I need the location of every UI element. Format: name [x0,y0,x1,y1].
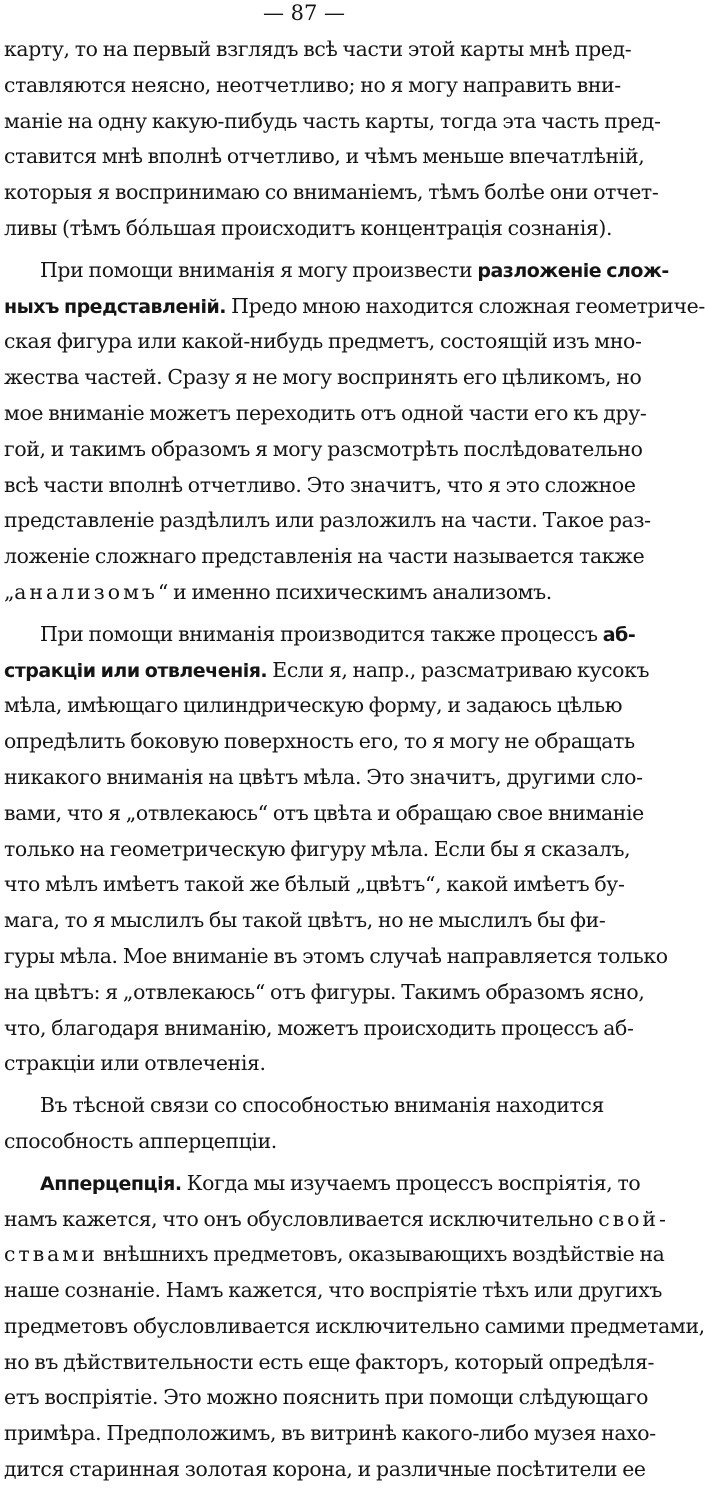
paragraph [4,1088,604,1160]
text-run: мое вниманiе можетъ переходить отъ одной части его къ дру- [4,400,647,425]
paragraph [4,1166,705,1488]
text-line [4,211,613,247]
text-run: „ [4,579,15,604]
text-line [4,1124,604,1160]
text-line [4,139,645,175]
text-line [4,975,645,1011]
text-line [4,539,645,575]
text-line [4,1011,634,1047]
text-line [4,175,659,211]
text-run: манiе на одну какую-пибудь часть карты, тогда эта часть пред- [4,108,661,133]
text-run: которыя я воспринимаю со вниманiемъ, тѣмъ болѣе они отчет- [4,180,659,205]
text-line [4,1273,663,1309]
text-run: При помощи вниманiя производится также процессъ [40,621,603,646]
text-line [4,1452,646,1488]
text-line [4,1166,641,1202]
text-run: Въ тѣсной связи со способностью вниманiя находится [40,1093,604,1118]
text-line [4,1309,705,1345]
text-run: вами, что я „отвлекаюсь“ отъ цвѣта и обращаю свое вниманiе [4,800,644,825]
text-line [4,1345,655,1381]
spaced-emphasis: анализомъ [14,579,158,604]
text-run: способность апперцепцiи. [4,1128,277,1153]
text-line [4,1088,604,1124]
text-run: карту, то на первый взглядъ всѣ части этой карты мнѣ пред- [4,37,632,61]
text-line [4,396,647,432]
paragraph [4,32,661,247]
text-line [4,1046,604,1082]
text-line [4,653,650,689]
bold-term: стракцiи или отвлеченiя. [4,659,268,682]
text-line [4,760,643,796]
text-line [4,796,644,832]
spaced-emphasis: свой- [598,1206,669,1231]
text-run: ливы (тѣмъ бóльшая происходитъ концентрацiя сознанiя). [4,215,613,240]
text-run: ложенiе сложнаго представленiя на части называется также [4,544,645,569]
text-run: только на геометрическую фигуру мѣла. Если бы я сказалъ, [4,836,631,861]
text-run: наше сознанiе. Намъ кажется, что воспрiятiе тѣхъ или другихъ [4,1278,663,1303]
bold-term: ныхъ представленiй. [4,295,227,318]
text-line [4,104,661,140]
text-run: Предо мною находится сложная геометриче- [226,293,705,318]
text-line [4,688,623,724]
paragraph [4,617,668,1082]
page-text [4,32,705,1488]
text-line [4,1237,665,1273]
text-run: Если я, напр., разсматриваю кусокъ [267,657,650,682]
text-run: примѣра. Предположимъ, въ витринѣ какого-либо музея нахо- [4,1421,656,1446]
text-line [4,324,642,360]
text-line [4,1202,669,1238]
text-line [4,1416,656,1452]
text-line [4,617,636,653]
page-number: — 87 — [262,1,346,25]
text-line [4,832,631,868]
text-run: ставится мнѣ вполнѣ отчетливо, и чѣмъ меньше впечатлѣнiй, [4,144,645,169]
text-run: При помощи вниманiя я могу произвести [40,257,478,282]
bold-term: аб- [602,623,636,646]
text-line [4,360,642,396]
text-line [4,432,643,468]
bold-term: разложенiе слож- [477,259,669,282]
text-run: стракцiи или отвлеченiя. [4,1051,266,1076]
text-run: предметовъ обусловливается исключительно самими предметами, [4,1313,705,1338]
text-run: дится старинная золотая корона, и различные посѣтители ее [4,1457,646,1482]
text-line [4,903,604,939]
text-run: ская фигура или какой-нибудь предметъ, состоящiй изъ мно- [4,329,642,354]
text-line [4,253,669,289]
text-run: что мѣлъ имѣетъ такой же бѣлый „цвѣтъ“, какой имѣетъ бу- [4,872,625,897]
text-run: гуры мѣла. Мое вниманiе въ этомъ случаѣ направляется только [4,943,668,968]
text-run: жества частей. Сразу я не могу воспринять его цѣликомъ, но [4,365,642,390]
text-run: никакого вниманiя на цвѣтъ мѣла. Это значитъ, другими сло- [4,764,643,789]
text-line [4,68,621,104]
text-run: опредѣлить боковую поверхность его, то я могу не обращать [4,729,635,754]
text-line [4,503,651,539]
text-run: Когда мы изучаемъ процессъ воспрiятiя, то [181,1170,641,1195]
text-run: внѣшнихъ предметовъ, оказывающихъ воздѣйствiе на [97,1242,665,1267]
text-run: представленiе раздѣлилъ или разложилъ на части. Такое раз- [4,508,651,533]
text-line [4,939,668,975]
bold-term: Апперцепцiя. [40,1172,182,1195]
text-line [4,575,604,611]
text-line [4,867,625,903]
text-line [4,724,635,760]
text-run: что, благодаря вниманiю, можетъ происходить процессъ аб- [4,1015,634,1040]
text-run: намъ кажется, что онъ обусловливается исключительно [4,1206,599,1231]
text-line [4,468,636,504]
text-run: етъ воспрiятiе. Это можно пояснить при помощи слѣдующаго [4,1385,649,1410]
text-run: гой, и такимъ образомъ я могу разсмотрѣть послѣдовательно [4,436,643,461]
text-run: мѣла, имѣющаго цилиндрическую форму, и задаюсь цѣлью [4,693,623,718]
text-run: “ и именно психическимъ анализомъ. [157,579,552,604]
text-run: ставляются неясно, неотчетливо; но я могу направить вни- [4,72,621,97]
spaced-emphasis: ствами [4,1242,98,1267]
text-run: мага, то я мыслилъ бы такой цвѣтъ, но не мыслилъ бы фи- [4,908,606,933]
text-run: на цвѣтъ: я „отвлекаюсь“ отъ фигуры. Такимъ образомъ ясно, [4,979,645,1004]
text-line [4,1380,649,1416]
text-run: всѣ части вполнѣ отчетливо. Это значитъ, что я это сложное [4,472,636,497]
text-line [4,32,632,68]
text-line [4,289,705,325]
text-run: но въ дѣйствительности есть еще факторъ, который опредѣля- [4,1349,655,1374]
paragraph [4,253,705,611]
